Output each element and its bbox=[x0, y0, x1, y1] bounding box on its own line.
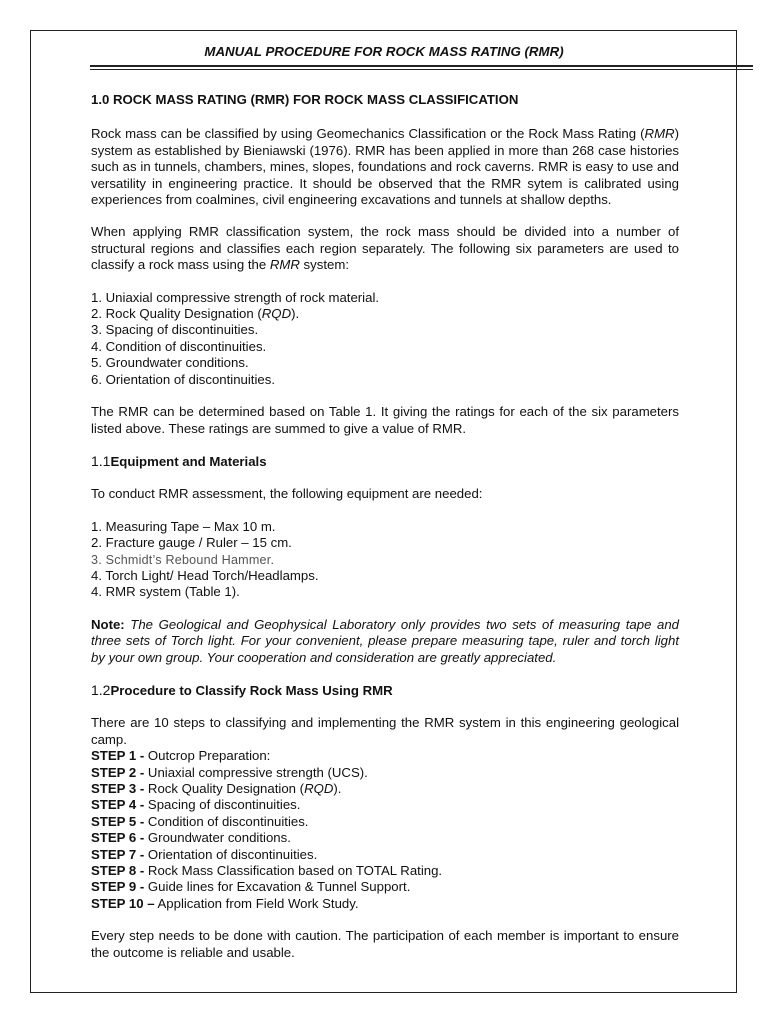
parameters-list bbox=[91, 290, 679, 388]
procedure-closing: Every step needs to be done with caution. The participation of each member is important to ensure the outcome is reliable and usable. bbox=[91, 928, 679, 960]
step-label: STEP 10 – bbox=[91, 895, 155, 911]
section-number: 1.2 bbox=[91, 681, 111, 698]
step-text: Orientation of discontinuities. bbox=[144, 846, 318, 862]
step-item bbox=[91, 896, 679, 912]
section-title: Procedure to Classify Rock Mass Using RMR bbox=[110, 682, 393, 698]
steps-list bbox=[91, 748, 679, 912]
step-item bbox=[91, 830, 679, 846]
equipment-item: 1. Measuring Tape – Max 10 m. bbox=[91, 518, 276, 534]
parameter-item: 6. Orientation of discontinuities. bbox=[91, 371, 275, 387]
section-1-heading: 1.0 ROCK MASS RATING (RMR) FOR ROCK MASS CLASSIFICATION bbox=[91, 92, 519, 107]
step-text: Application from Field Work Study. bbox=[154, 895, 359, 911]
step-label: STEP 8 - bbox=[91, 863, 145, 879]
section-1-2-heading bbox=[91, 682, 679, 699]
step-text: Uniaxial compressive strength (UCS). bbox=[144, 764, 368, 780]
step-text: Outcrop Preparation: bbox=[144, 748, 271, 764]
step-label: STEP 1 - bbox=[91, 748, 145, 764]
step-label: STEP 5 - bbox=[91, 813, 145, 829]
equipment-item: 2. Fracture gauge / Ruler – 15 cm. bbox=[91, 535, 292, 551]
step-rqd-italic: RQD bbox=[304, 781, 334, 796]
section-number: 1.1 bbox=[91, 452, 111, 469]
procedure-intro: There are 10 steps to classifying and implementing the RMR system in this engineering geological camp. bbox=[91, 715, 679, 747]
step-text: Groundwater conditions. bbox=[144, 830, 291, 846]
step-item bbox=[91, 879, 679, 895]
step-item bbox=[91, 765, 679, 781]
param-2-rqd-italic: RQD bbox=[261, 306, 292, 322]
step-text: Rock Quality Designation ( bbox=[144, 781, 305, 796]
step-text: Rock Mass Classification based on TOTAL Rating. bbox=[144, 863, 443, 879]
step-item bbox=[91, 814, 679, 830]
header-rule-thick bbox=[90, 65, 753, 67]
note-text: The Geological and Geophysical Laboratory only provides two sets of measuring tape and three sets of Torch light. For your convenient, please prepare measuring tape, ruler and torch light by your own group. Your cooperation and consideration are greatly appreciated. bbox=[91, 616, 679, 665]
step-text: Spacing of discontinuities. bbox=[144, 797, 301, 813]
section-1-paragraph-3: The RMR can be determined based on Table 1. It giving the ratings for each of the six parameters listed above. These ratings are summed to give a value of RMR. bbox=[91, 404, 679, 436]
para-2-rmr-italic: RMR bbox=[269, 257, 300, 273]
section-1-paragraph-1 bbox=[91, 126, 679, 208]
para-1-text-a: Rock mass can be classified by using Geomechanics Classification or the Rock Mass Rating ( bbox=[91, 126, 645, 142]
param-2-text-a: 2. Rock Quality Designation ( bbox=[91, 306, 262, 322]
step-tail: ). bbox=[333, 781, 342, 796]
document-header-title: MANUAL PROCEDURE FOR ROCK MASS RATING (RMR) bbox=[204, 44, 564, 59]
step-item bbox=[91, 797, 679, 813]
parameter-item: 5. Groundwater conditions. bbox=[91, 355, 249, 371]
note-label: Note: bbox=[91, 616, 125, 632]
step-text: Guide lines for Excavation & Tunnel Support. bbox=[144, 879, 411, 895]
para-1-text-c: ) system as established by Bieniawski (1976). RMR has been applied in more than 268 case histories such as in tunnels, chambers, mines, slopes, foundations and rock caverns. RMR is easy to use and versatility in engineering practice. It should be observed that the RMR sytem is calibrated using experiences from coalmines, civil engineering excavations and tunnels at shallow depths. bbox=[91, 126, 679, 208]
para-1-rmr-italic: RMR bbox=[644, 126, 675, 142]
step-label: STEP 2 - bbox=[91, 764, 145, 780]
parameter-item: 1. Uniaxial compressive strength of rock material. bbox=[91, 289, 380, 305]
parameter-item: 4. Condition of discontinuities. bbox=[91, 338, 267, 354]
equipment-intro: To conduct RMR assessment, the following equipment are needed: bbox=[91, 486, 483, 502]
equipment-list bbox=[91, 519, 679, 601]
step-label: STEP 6 - bbox=[91, 830, 145, 846]
step-item bbox=[91, 847, 679, 863]
step-item bbox=[91, 781, 679, 797]
document-body bbox=[91, 92, 679, 961]
section-1-1-heading bbox=[91, 453, 679, 470]
equipment-item: 4. RMR system (Table 1). bbox=[91, 584, 240, 600]
step-item bbox=[91, 863, 679, 879]
step-label: STEP 9 - bbox=[91, 879, 145, 895]
param-2-text-c: ). bbox=[291, 306, 300, 322]
parameter-item: 3. Spacing of discontinuities. bbox=[91, 322, 259, 338]
step-label: STEP 7 - bbox=[91, 846, 145, 862]
step-text: Condition of discontinuities. bbox=[144, 813, 309, 829]
equipment-note bbox=[91, 617, 679, 666]
step-label: STEP 3 - bbox=[91, 781, 145, 796]
step-label: STEP 4 - bbox=[91, 797, 145, 813]
step-item bbox=[91, 748, 679, 764]
para-2-text-a: When applying RMR classification system, the rock mass should be divided into a number of structural regions and classifies each region separately. The following six parameters are used to classify a rock mass using the bbox=[91, 224, 679, 273]
para-2-text-c: system: bbox=[299, 257, 349, 273]
header-rule-thin bbox=[90, 69, 753, 70]
equipment-item: 3. Schmidt’s Rebound Hammer. bbox=[91, 552, 275, 567]
section-title: Equipment and Materials bbox=[110, 453, 267, 469]
section-1-paragraph-2 bbox=[91, 224, 679, 273]
equipment-item: 4. Torch Light/ Head Torch/Headlamps. bbox=[91, 567, 319, 583]
parameter-item bbox=[91, 306, 679, 322]
